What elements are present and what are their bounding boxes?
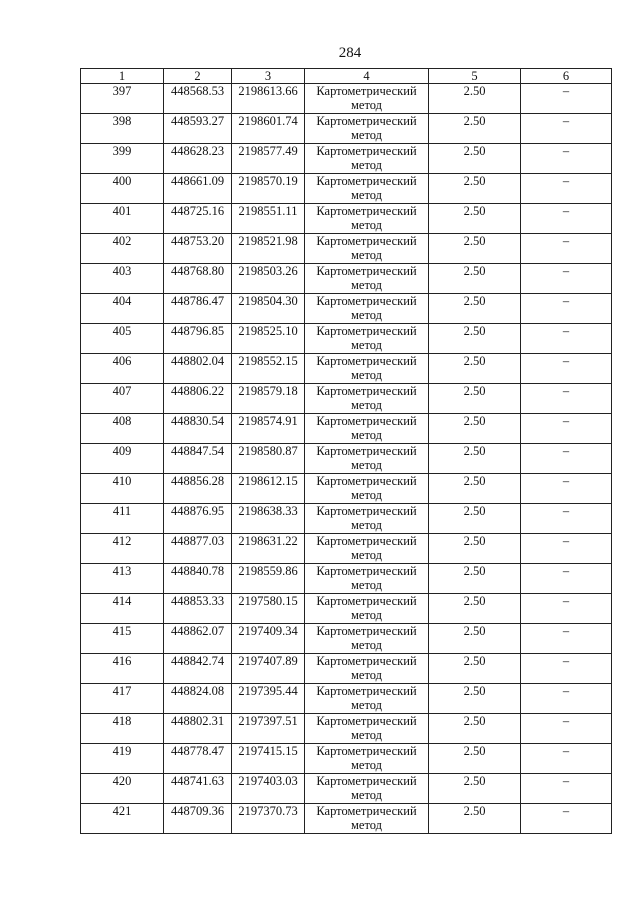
table-row bbox=[81, 444, 612, 474]
column-header: 3 bbox=[232, 69, 305, 84]
method-line-1: Картометрический bbox=[316, 174, 417, 188]
note-cell: – bbox=[521, 594, 612, 624]
point-number-cell: 406 bbox=[81, 354, 164, 384]
accuracy-cell: 2.50 bbox=[429, 324, 521, 354]
method-line-1: Картометрический bbox=[316, 324, 417, 338]
point-number-cell: 420 bbox=[81, 774, 164, 804]
table-row bbox=[81, 684, 612, 714]
table-row bbox=[81, 204, 612, 234]
method-cell bbox=[305, 414, 429, 444]
method-line-2: метод bbox=[350, 728, 382, 742]
note-cell: – bbox=[521, 264, 612, 294]
y-coordinate-cell: 2198613.66 bbox=[232, 84, 305, 114]
point-number-cell: 419 bbox=[81, 744, 164, 774]
method-line-2: метод bbox=[350, 788, 382, 802]
point-number-cell: 400 bbox=[81, 174, 164, 204]
accuracy-cell: 2.50 bbox=[429, 624, 521, 654]
note-cell: – bbox=[521, 744, 612, 774]
x-coordinate-cell: 448593.27 bbox=[164, 114, 232, 144]
point-number-cell: 409 bbox=[81, 444, 164, 474]
method-line-2: метод bbox=[350, 338, 382, 352]
table-header-row bbox=[81, 69, 612, 84]
table-row bbox=[81, 264, 612, 294]
method-cell bbox=[305, 744, 429, 774]
method-line-2: метод bbox=[350, 248, 382, 262]
method-line-1: Картометрический bbox=[316, 684, 417, 698]
point-number-cell: 410 bbox=[81, 474, 164, 504]
method-line-1: Картометрический bbox=[316, 744, 417, 758]
table-row bbox=[81, 774, 612, 804]
column-header: 4 bbox=[305, 69, 429, 84]
method-cell bbox=[305, 474, 429, 504]
note-cell: – bbox=[521, 444, 612, 474]
method-cell bbox=[305, 714, 429, 744]
table-row bbox=[81, 294, 612, 324]
method-line-1: Картометрический bbox=[316, 384, 417, 398]
table-row bbox=[81, 744, 612, 774]
method-line-1: Картометрический bbox=[316, 234, 417, 248]
method-cell bbox=[305, 804, 429, 834]
x-coordinate-cell: 448842.74 bbox=[164, 654, 232, 684]
note-cell: – bbox=[521, 774, 612, 804]
accuracy-cell: 2.50 bbox=[429, 354, 521, 384]
method-cell bbox=[305, 654, 429, 684]
column-header: 1 bbox=[81, 69, 164, 84]
method-cell bbox=[305, 444, 429, 474]
method-cell bbox=[305, 384, 429, 414]
x-coordinate-cell: 448830.54 bbox=[164, 414, 232, 444]
note-cell: – bbox=[521, 564, 612, 594]
x-coordinate-cell: 448725.16 bbox=[164, 204, 232, 234]
point-number-cell: 397 bbox=[81, 84, 164, 114]
method-line-1: Картометрический bbox=[316, 804, 417, 818]
method-line-1: Картометрический bbox=[316, 84, 417, 98]
method-cell bbox=[305, 774, 429, 804]
x-coordinate-cell: 448840.78 bbox=[164, 564, 232, 594]
method-line-2: метод bbox=[350, 158, 382, 172]
point-number-cell: 401 bbox=[81, 204, 164, 234]
table-row bbox=[81, 144, 612, 174]
accuracy-cell: 2.50 bbox=[429, 684, 521, 714]
method-line-1: Картометрический bbox=[316, 414, 417, 428]
x-coordinate-cell: 448877.03 bbox=[164, 534, 232, 564]
note-cell: – bbox=[521, 294, 612, 324]
method-line-2: метод bbox=[350, 188, 382, 202]
point-number-cell: 399 bbox=[81, 144, 164, 174]
accuracy-cell: 2.50 bbox=[429, 444, 521, 474]
y-coordinate-cell: 2198570.19 bbox=[232, 174, 305, 204]
method-line-2: метод bbox=[350, 578, 382, 592]
y-coordinate-cell: 2197397.51 bbox=[232, 714, 305, 744]
note-cell: – bbox=[521, 804, 612, 834]
method-line-1: Картометрический bbox=[316, 564, 417, 578]
x-coordinate-cell: 448661.09 bbox=[164, 174, 232, 204]
y-coordinate-cell: 2198504.30 bbox=[232, 294, 305, 324]
accuracy-cell: 2.50 bbox=[429, 204, 521, 234]
method-line-1: Картометрический bbox=[316, 264, 417, 278]
x-coordinate-cell: 448806.22 bbox=[164, 384, 232, 414]
method-line-2: метод bbox=[350, 608, 382, 622]
table-row bbox=[81, 234, 612, 264]
note-cell: – bbox=[521, 144, 612, 174]
accuracy-cell: 2.50 bbox=[429, 564, 521, 594]
accuracy-cell: 2.50 bbox=[429, 714, 521, 744]
point-number-cell: 402 bbox=[81, 234, 164, 264]
x-coordinate-cell: 448876.95 bbox=[164, 504, 232, 534]
method-line-1: Картометрический bbox=[316, 204, 417, 218]
note-cell: – bbox=[521, 714, 612, 744]
note-cell: – bbox=[521, 354, 612, 384]
y-coordinate-cell: 2198525.10 bbox=[232, 324, 305, 354]
table-row bbox=[81, 84, 612, 114]
x-coordinate-cell: 448709.36 bbox=[164, 804, 232, 834]
note-cell: – bbox=[521, 684, 612, 714]
accuracy-cell: 2.50 bbox=[429, 504, 521, 534]
method-line-1: Картометрический bbox=[316, 504, 417, 518]
x-coordinate-cell: 448628.23 bbox=[164, 144, 232, 174]
x-coordinate-cell: 448847.54 bbox=[164, 444, 232, 474]
accuracy-cell: 2.50 bbox=[429, 264, 521, 294]
point-number-cell: 413 bbox=[81, 564, 164, 594]
x-coordinate-cell: 448768.80 bbox=[164, 264, 232, 294]
note-cell: – bbox=[521, 234, 612, 264]
y-coordinate-cell: 2197407.89 bbox=[232, 654, 305, 684]
accuracy-cell: 2.50 bbox=[429, 144, 521, 174]
point-number-cell: 411 bbox=[81, 504, 164, 534]
method-line-2: метод bbox=[350, 758, 382, 772]
method-line-1: Картометрический bbox=[316, 294, 417, 308]
note-cell: – bbox=[521, 474, 612, 504]
note-cell: – bbox=[521, 504, 612, 534]
y-coordinate-cell: 2197395.44 bbox=[232, 684, 305, 714]
method-line-1: Картометрический bbox=[316, 114, 417, 128]
method-line-2: метод bbox=[350, 548, 382, 562]
point-number-cell: 403 bbox=[81, 264, 164, 294]
table-row bbox=[81, 384, 612, 414]
accuracy-cell: 2.50 bbox=[429, 534, 521, 564]
accuracy-cell: 2.50 bbox=[429, 774, 521, 804]
note-cell: – bbox=[521, 414, 612, 444]
point-number-cell: 421 bbox=[81, 804, 164, 834]
x-coordinate-cell: 448824.08 bbox=[164, 684, 232, 714]
accuracy-cell: 2.50 bbox=[429, 414, 521, 444]
table-row bbox=[81, 534, 612, 564]
method-line-2: метод bbox=[350, 278, 382, 292]
x-coordinate-cell: 448778.47 bbox=[164, 744, 232, 774]
method-line-1: Картометрический bbox=[316, 654, 417, 668]
table-row bbox=[81, 324, 612, 354]
method-line-1: Картометрический bbox=[316, 534, 417, 548]
method-cell bbox=[305, 114, 429, 144]
y-coordinate-cell: 2198552.15 bbox=[232, 354, 305, 384]
accuracy-cell: 2.50 bbox=[429, 114, 521, 144]
point-number-cell: 404 bbox=[81, 294, 164, 324]
y-coordinate-cell: 2198631.22 bbox=[232, 534, 305, 564]
y-coordinate-cell: 2198521.98 bbox=[232, 234, 305, 264]
column-header: 2 bbox=[164, 69, 232, 84]
point-number-cell: 412 bbox=[81, 534, 164, 564]
method-line-1: Картометрический bbox=[316, 144, 417, 158]
y-coordinate-cell: 2198612.15 bbox=[232, 474, 305, 504]
accuracy-cell: 2.50 bbox=[429, 384, 521, 414]
method-cell bbox=[305, 174, 429, 204]
table-row bbox=[81, 594, 612, 624]
table-row bbox=[81, 504, 612, 534]
y-coordinate-cell: 2198579.18 bbox=[232, 384, 305, 414]
x-coordinate-cell: 448741.63 bbox=[164, 774, 232, 804]
method-cell bbox=[305, 264, 429, 294]
point-number-cell: 414 bbox=[81, 594, 164, 624]
table-row bbox=[81, 564, 612, 594]
method-line-2: метод bbox=[350, 98, 382, 112]
method-line-2: метод bbox=[350, 638, 382, 652]
method-line-1: Картометрический bbox=[316, 774, 417, 788]
note-cell: – bbox=[521, 384, 612, 414]
y-coordinate-cell: 2197370.73 bbox=[232, 804, 305, 834]
table-row bbox=[81, 414, 612, 444]
method-cell bbox=[305, 204, 429, 234]
table-row bbox=[81, 624, 612, 654]
method-cell bbox=[305, 294, 429, 324]
point-number-cell: 417 bbox=[81, 684, 164, 714]
method-line-2: метод bbox=[350, 458, 382, 472]
table-row bbox=[81, 354, 612, 384]
y-coordinate-cell: 2198638.33 bbox=[232, 504, 305, 534]
table-row bbox=[81, 804, 612, 834]
method-cell bbox=[305, 594, 429, 624]
method-line-2: метод bbox=[350, 398, 382, 412]
y-coordinate-cell: 2197403.03 bbox=[232, 774, 305, 804]
point-number-cell: 398 bbox=[81, 114, 164, 144]
point-number-cell: 418 bbox=[81, 714, 164, 744]
note-cell: – bbox=[521, 654, 612, 684]
method-cell bbox=[305, 354, 429, 384]
note-cell: – bbox=[521, 84, 612, 114]
y-coordinate-cell: 2197580.15 bbox=[232, 594, 305, 624]
accuracy-cell: 2.50 bbox=[429, 84, 521, 114]
column-header: 5 bbox=[429, 69, 521, 84]
accuracy-cell: 2.50 bbox=[429, 654, 521, 684]
x-coordinate-cell: 448856.28 bbox=[164, 474, 232, 504]
method-line-1: Картометрический bbox=[316, 594, 417, 608]
table-row bbox=[81, 654, 612, 684]
point-number-cell: 405 bbox=[81, 324, 164, 354]
y-coordinate-cell: 2198551.11 bbox=[232, 204, 305, 234]
method-cell bbox=[305, 234, 429, 264]
method-cell bbox=[305, 684, 429, 714]
method-line-2: метод bbox=[350, 518, 382, 532]
note-cell: – bbox=[521, 624, 612, 654]
accuracy-cell: 2.50 bbox=[429, 594, 521, 624]
y-coordinate-cell: 2198559.86 bbox=[232, 564, 305, 594]
method-cell bbox=[305, 324, 429, 354]
method-line-1: Картометрический bbox=[316, 624, 417, 638]
y-coordinate-cell: 2198580.87 bbox=[232, 444, 305, 474]
x-coordinate-cell: 448802.04 bbox=[164, 354, 232, 384]
accuracy-cell: 2.50 bbox=[429, 474, 521, 504]
x-coordinate-cell: 448802.31 bbox=[164, 714, 232, 744]
x-coordinate-cell: 448853.33 bbox=[164, 594, 232, 624]
method-line-2: метод bbox=[350, 308, 382, 322]
note-cell: – bbox=[521, 324, 612, 354]
x-coordinate-cell: 448796.85 bbox=[164, 324, 232, 354]
accuracy-cell: 2.50 bbox=[429, 804, 521, 834]
note-cell: – bbox=[521, 204, 612, 234]
y-coordinate-cell: 2198574.91 bbox=[232, 414, 305, 444]
method-cell bbox=[305, 504, 429, 534]
coordinates-table bbox=[80, 68, 612, 834]
method-cell bbox=[305, 534, 429, 564]
x-coordinate-cell: 448786.47 bbox=[164, 294, 232, 324]
table-row bbox=[81, 474, 612, 504]
method-cell bbox=[305, 84, 429, 114]
method-cell bbox=[305, 564, 429, 594]
point-number-cell: 415 bbox=[81, 624, 164, 654]
note-cell: – bbox=[521, 174, 612, 204]
method-cell bbox=[305, 624, 429, 654]
method-line-1: Картометрический bbox=[316, 444, 417, 458]
y-coordinate-cell: 2198503.26 bbox=[232, 264, 305, 294]
table-row bbox=[81, 714, 612, 744]
page-number: 284 bbox=[338, 45, 362, 61]
method-line-2: метод bbox=[350, 818, 382, 832]
method-line-2: метод bbox=[350, 128, 382, 142]
method-line-1: Картометрический bbox=[316, 714, 417, 728]
table-body bbox=[81, 84, 612, 834]
point-number-cell: 408 bbox=[81, 414, 164, 444]
accuracy-cell: 2.50 bbox=[429, 294, 521, 324]
method-line-2: метод bbox=[350, 668, 382, 682]
point-number-cell: 416 bbox=[81, 654, 164, 684]
x-coordinate-cell: 448568.53 bbox=[164, 84, 232, 114]
note-cell: – bbox=[521, 534, 612, 564]
method-line-2: метод bbox=[350, 698, 382, 712]
method-line-2: метод bbox=[350, 488, 382, 502]
method-line-2: метод bbox=[350, 218, 382, 232]
y-coordinate-cell: 2198601.74 bbox=[232, 114, 305, 144]
method-line-2: метод bbox=[350, 368, 382, 382]
table-row bbox=[81, 114, 612, 144]
note-cell: – bbox=[521, 114, 612, 144]
y-coordinate-cell: 2197415.15 bbox=[232, 744, 305, 774]
column-header: 6 bbox=[521, 69, 612, 84]
method-line-1: Картометрический bbox=[316, 354, 417, 368]
method-cell bbox=[305, 144, 429, 174]
accuracy-cell: 2.50 bbox=[429, 744, 521, 774]
x-coordinate-cell: 448862.07 bbox=[164, 624, 232, 654]
y-coordinate-cell: 2197409.34 bbox=[232, 624, 305, 654]
accuracy-cell: 2.50 bbox=[429, 174, 521, 204]
y-coordinate-cell: 2198577.49 bbox=[232, 144, 305, 174]
table-row bbox=[81, 174, 612, 204]
accuracy-cell: 2.50 bbox=[429, 234, 521, 264]
point-number-cell: 407 bbox=[81, 384, 164, 414]
method-line-1: Картометрический bbox=[316, 474, 417, 488]
x-coordinate-cell: 448753.20 bbox=[164, 234, 232, 264]
method-line-2: метод bbox=[350, 428, 382, 442]
